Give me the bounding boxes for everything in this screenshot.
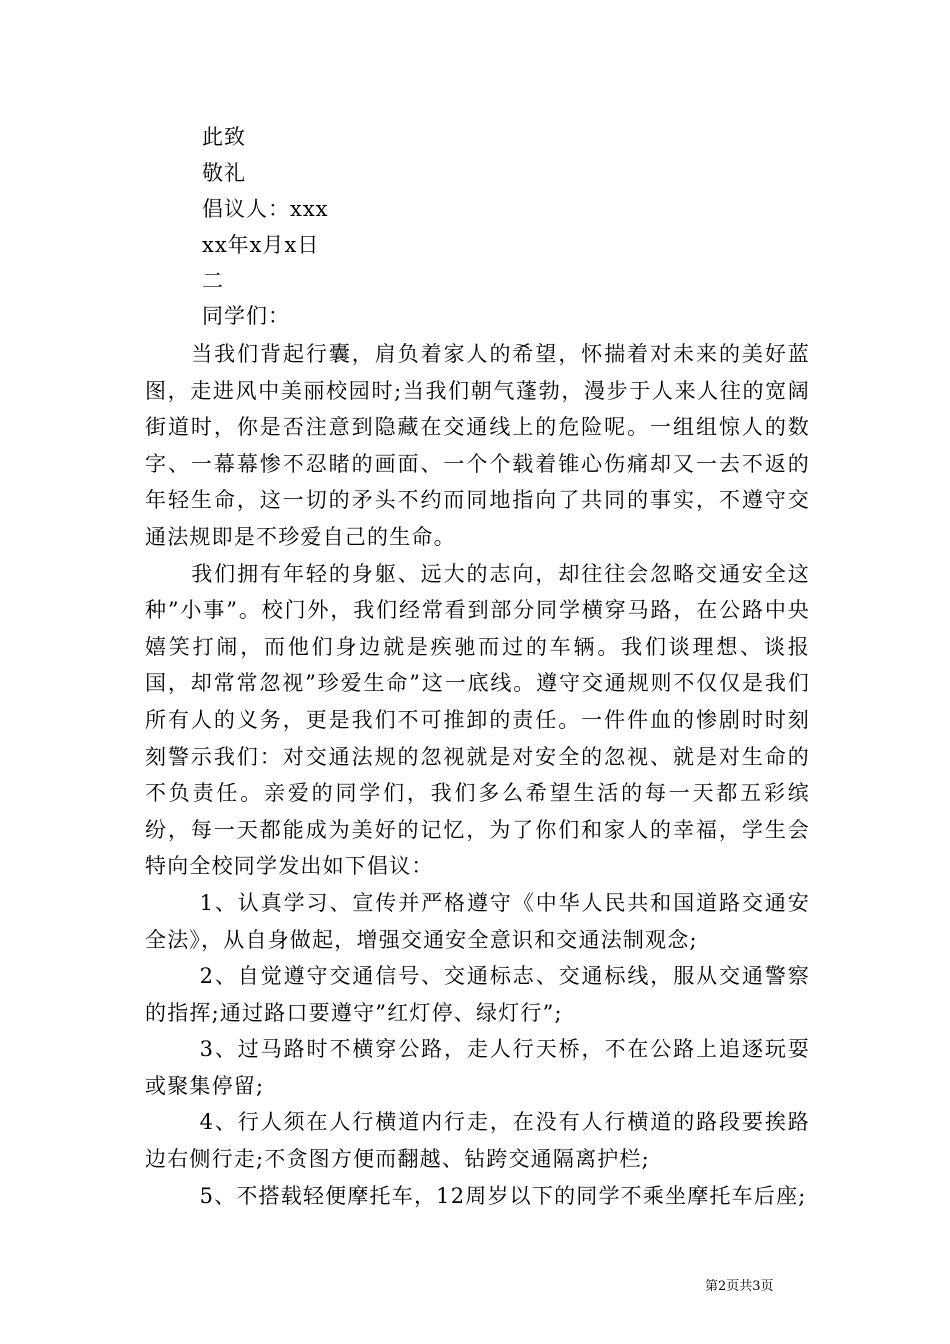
proposal-item-1: 1、认真学习、宣传并严格遵守《中华人民共和国道路交通安全法》，从自身做起，增强交通安全意识和交通法制观念; xyxy=(145,890,810,952)
proposal-item-4: 4、行人须在人行横道内行走，在没有人行横道的路段要挨路边右侧行走;不贪图方便而翻越、钻跨交通隔离护栏; xyxy=(145,1110,810,1172)
proposal-item-3: 3、过马路时不横穿公路，走人行天桥，不在公路上追逐玩耍或聚集停留; xyxy=(145,1037,810,1098)
letter-body xyxy=(145,336,810,1214)
page-footer: 第2页共3页 xyxy=(705,1279,774,1294)
paragraph-appeal: 我们拥有年轻的身躯、远大的志向，却往往会忽略交通安全这种”小事”。校门外，我们经常看到部分同学横穿马路，在公路中央嬉笑打闹，而他们身边就是疾驰而过的车辆。我们谈理想、谈报国，却常常忽视”珍爱生命”这一底线。遵守交通规则不仅仅是我们所有人的义务，更是我们不可推卸的责任。一件件血的惨剧时时刻刻警示我们：对交通法规的忽视就是对安全的忽视、就是对生命的不负责任。亲爱的同学们，我们多么希望生活的每一天都五彩缤纷，每一天都能成为美好的记忆，为了你们和家人的幸福，学生会特向全校同学发出如下倡议： xyxy=(145,561,810,879)
section-number: 二 xyxy=(202,269,224,293)
proposer-signature: 倡议人：xxx xyxy=(202,197,329,221)
letter-date: xx年x月x日 xyxy=(202,233,320,257)
proposal-item-2: 2、自觉遵守交通信号、交通标志、交通标线，服从交通警察的指挥;通过路口要遵守”红灯停、绿灯行”; xyxy=(145,964,810,1025)
closing-regards: 敬礼 xyxy=(202,161,246,185)
greeting: 同学们： xyxy=(202,304,290,328)
paragraph-intro: 当我们背起行囊，肩负着家人的希望，怀揣着对未来的美好蓝图，走进风中美丽校园时;当我们朝气蓬勃，漫步于人来人往的宽阔街道时，你是否注意到隐藏在交通线上的危险呢。一组组惊人的数字、一幕幕惨不忍睹的画面、一个个载着锥心伤痛却又一去不返的年轻生命，这一切的矛头不约而同地指向了共同的事实，不遵守交通法规即是不珍爱自己的生命。 xyxy=(145,342,810,549)
closing-salutation: 此致 xyxy=(202,125,246,149)
proposal-item-5: 5、不搭载轻便摩托车，12周岁以下的同学不乘坐摩托车后座; xyxy=(199,1183,807,1208)
